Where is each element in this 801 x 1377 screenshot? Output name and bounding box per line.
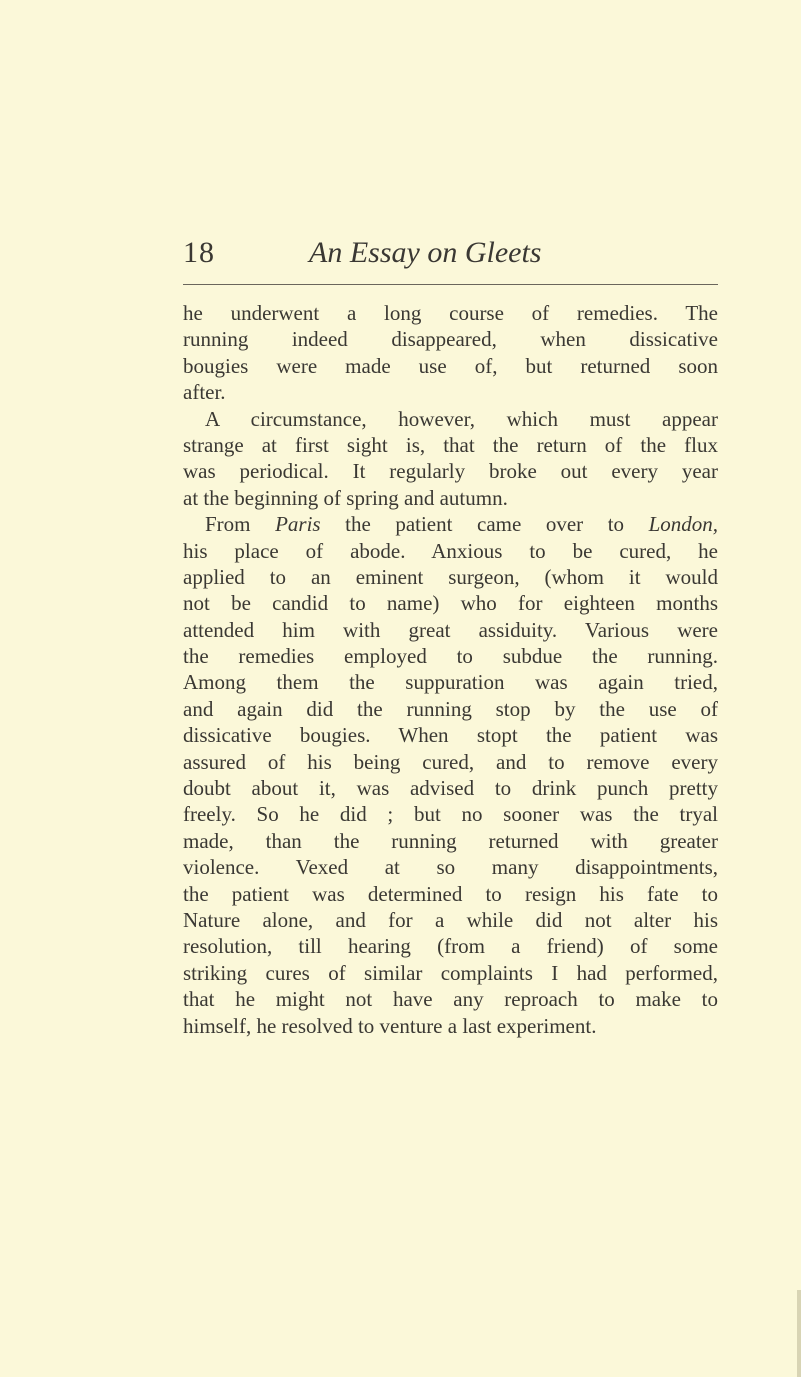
- body-text: [183, 300, 718, 1039]
- text-line-fragment: the patient came over to: [345, 512, 625, 537]
- text-line: freely. So he did ; but no sooner was the tryal: [183, 802, 718, 827]
- header-rule: [183, 284, 718, 285]
- text-line: Among them the suppuration was again tried,: [183, 670, 718, 695]
- text-line: applied to an eminent surgeon, (whom it would: [183, 564, 718, 589]
- page-header: [183, 236, 718, 276]
- text-line: violence. Vexed at so many disappointments,: [183, 855, 718, 880]
- text-line: made, than the running returned with greater: [183, 828, 718, 853]
- page-edge-shadow: [797, 1290, 801, 1377]
- text-line: himself, he resolved to venture a last experiment.: [183, 1013, 597, 1038]
- text-line: strange at first sight is, that the return of the flux: [183, 432, 718, 457]
- text-line: that he might not have any reproach to make to: [183, 987, 718, 1012]
- text-line: Nature alone, and for a while did not alter his: [183, 907, 718, 932]
- place-london: London,: [648, 512, 719, 537]
- text-line: striking cures of similar complaints I had performed,: [183, 960, 718, 985]
- running-title: An Essay on Gleets: [309, 236, 542, 269]
- word-from: From: [205, 512, 251, 537]
- place-paris: Paris: [275, 512, 321, 537]
- text-line: doubt about it, was advised to drink punch pretty: [183, 776, 718, 801]
- text-line: A circumstance, however, which must appear: [205, 406, 718, 431]
- text-line: resolution, till hearing (from a friend) of some: [183, 934, 718, 959]
- text-line: the remedies employed to subdue the running.: [183, 644, 718, 669]
- text-line: bougies were made use of, but returned soon: [183, 353, 718, 378]
- text-line: dissicative bougies. When stopt the patient was: [183, 723, 718, 748]
- text-line: attended him with great assiduity. Various were: [183, 617, 718, 642]
- text-line: after.: [183, 380, 226, 405]
- text-line: not be candid to name) who for eighteen months: [183, 591, 718, 616]
- text-line: was periodical. It regularly broke out every year: [183, 459, 718, 484]
- text-line: at the beginning of spring and autumn.: [183, 485, 508, 510]
- text-line: assured of his being cured, and to remove every: [183, 749, 718, 774]
- text-line: his place of abode. Anxious to be cured, he: [183, 538, 718, 563]
- text-line: the patient was determined to resign his fate to: [183, 881, 718, 906]
- text-line-with-places: [183, 511, 718, 537]
- text-line: and again did the running stop by the use of: [183, 696, 718, 721]
- text-line: he underwent a long course of remedies. The: [183, 301, 718, 325]
- page-number: 18: [183, 236, 215, 269]
- text-line: running indeed disappeared, when dissicative: [183, 327, 718, 352]
